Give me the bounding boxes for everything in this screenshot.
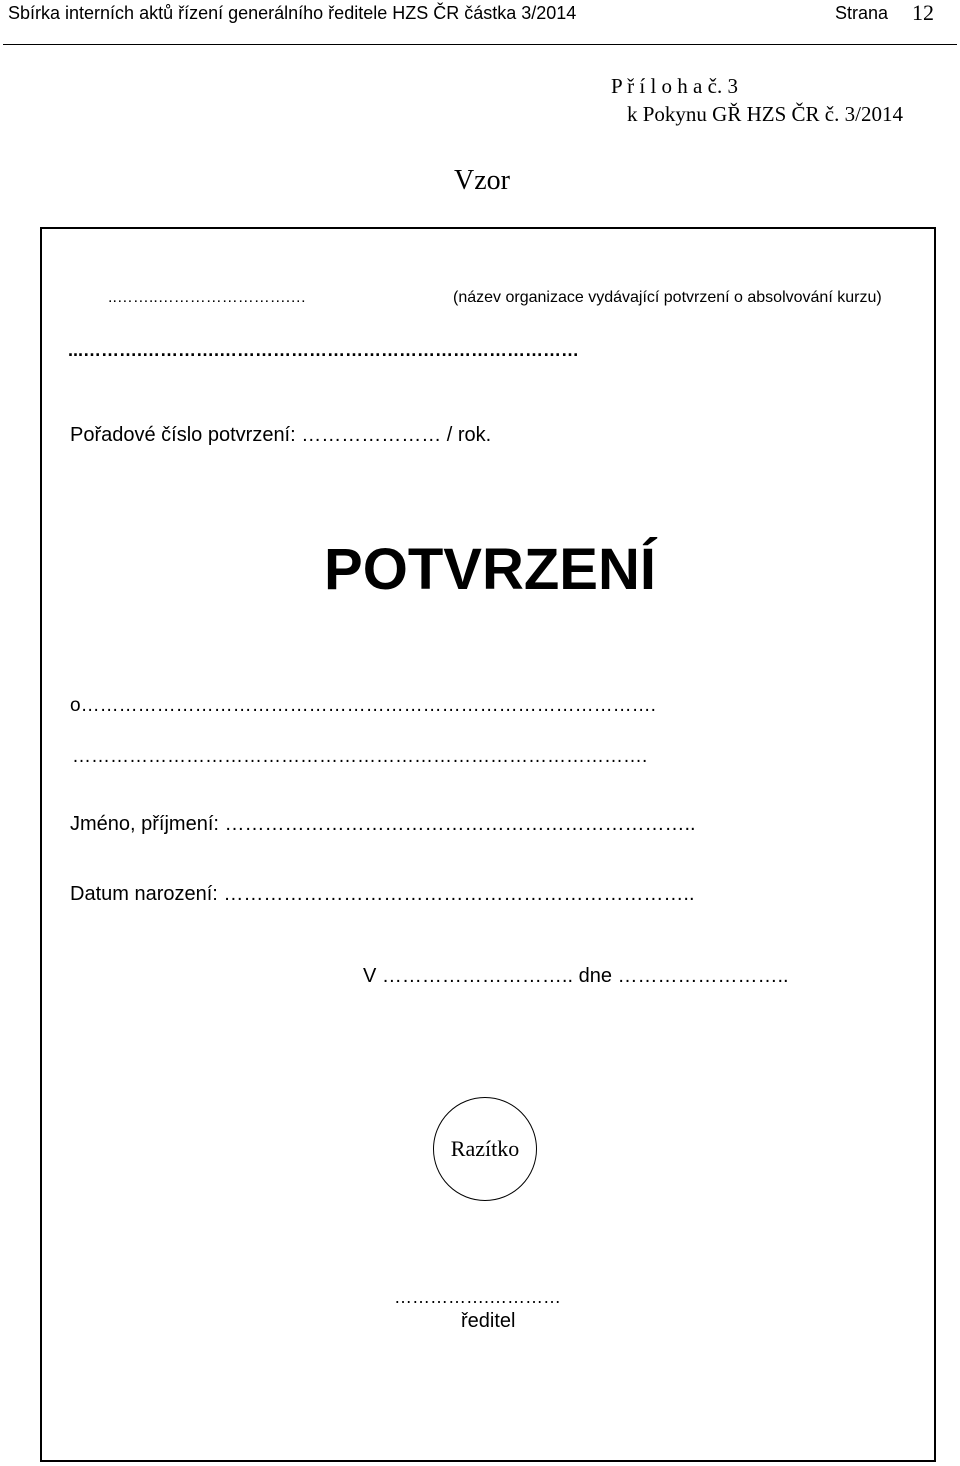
certificate-title: POTVRZENÍ (324, 537, 656, 602)
name-line: Jméno, příjmení: …………………………………………………………….. (70, 813, 696, 835)
serial-number-line: Pořadové číslo potvrzení: ………………… / rok. (70, 424, 492, 446)
header-divider (3, 44, 957, 45)
header-strana-label: Strana (835, 3, 889, 23)
annex-reference: k Pokynu GŘ HZS ČR č. 3/2014 (627, 102, 903, 126)
subject-line-2: ………………………………………………………………………………. (72, 746, 648, 767)
header-title: Sbírka interních aktů řízení generálního ředitele HZS ČR částka 3/2014 (8, 3, 577, 23)
stamp-label: Razítko (450, 1136, 520, 1161)
birth-date-line: Datum narození: …………………………………………………………….. (70, 883, 695, 905)
org-name-placeholder: ..……..…………………….… (108, 289, 307, 306)
annex-number: P ř í l o h a č. 3 (611, 74, 738, 98)
signature-placeholder: …………….………… (394, 1287, 562, 1307)
org-name-caption: (název organizace vydávající potvrzení o absolvování kurzu) (453, 289, 882, 306)
stamp-circle (433, 1097, 537, 1201)
header-page-number: 12 (912, 0, 934, 25)
template-label: Vzor (454, 165, 510, 196)
signature-role: ředitel (461, 1310, 516, 1332)
org-name-placeholder-line2: ...……….………….…………………………………………………… (68, 340, 580, 360)
subject-line: o………………………………………………………………………………. (70, 695, 656, 716)
certificate-frame (40, 227, 936, 1462)
place-date-line: V ……………………….. dne …………………….. (363, 965, 789, 987)
